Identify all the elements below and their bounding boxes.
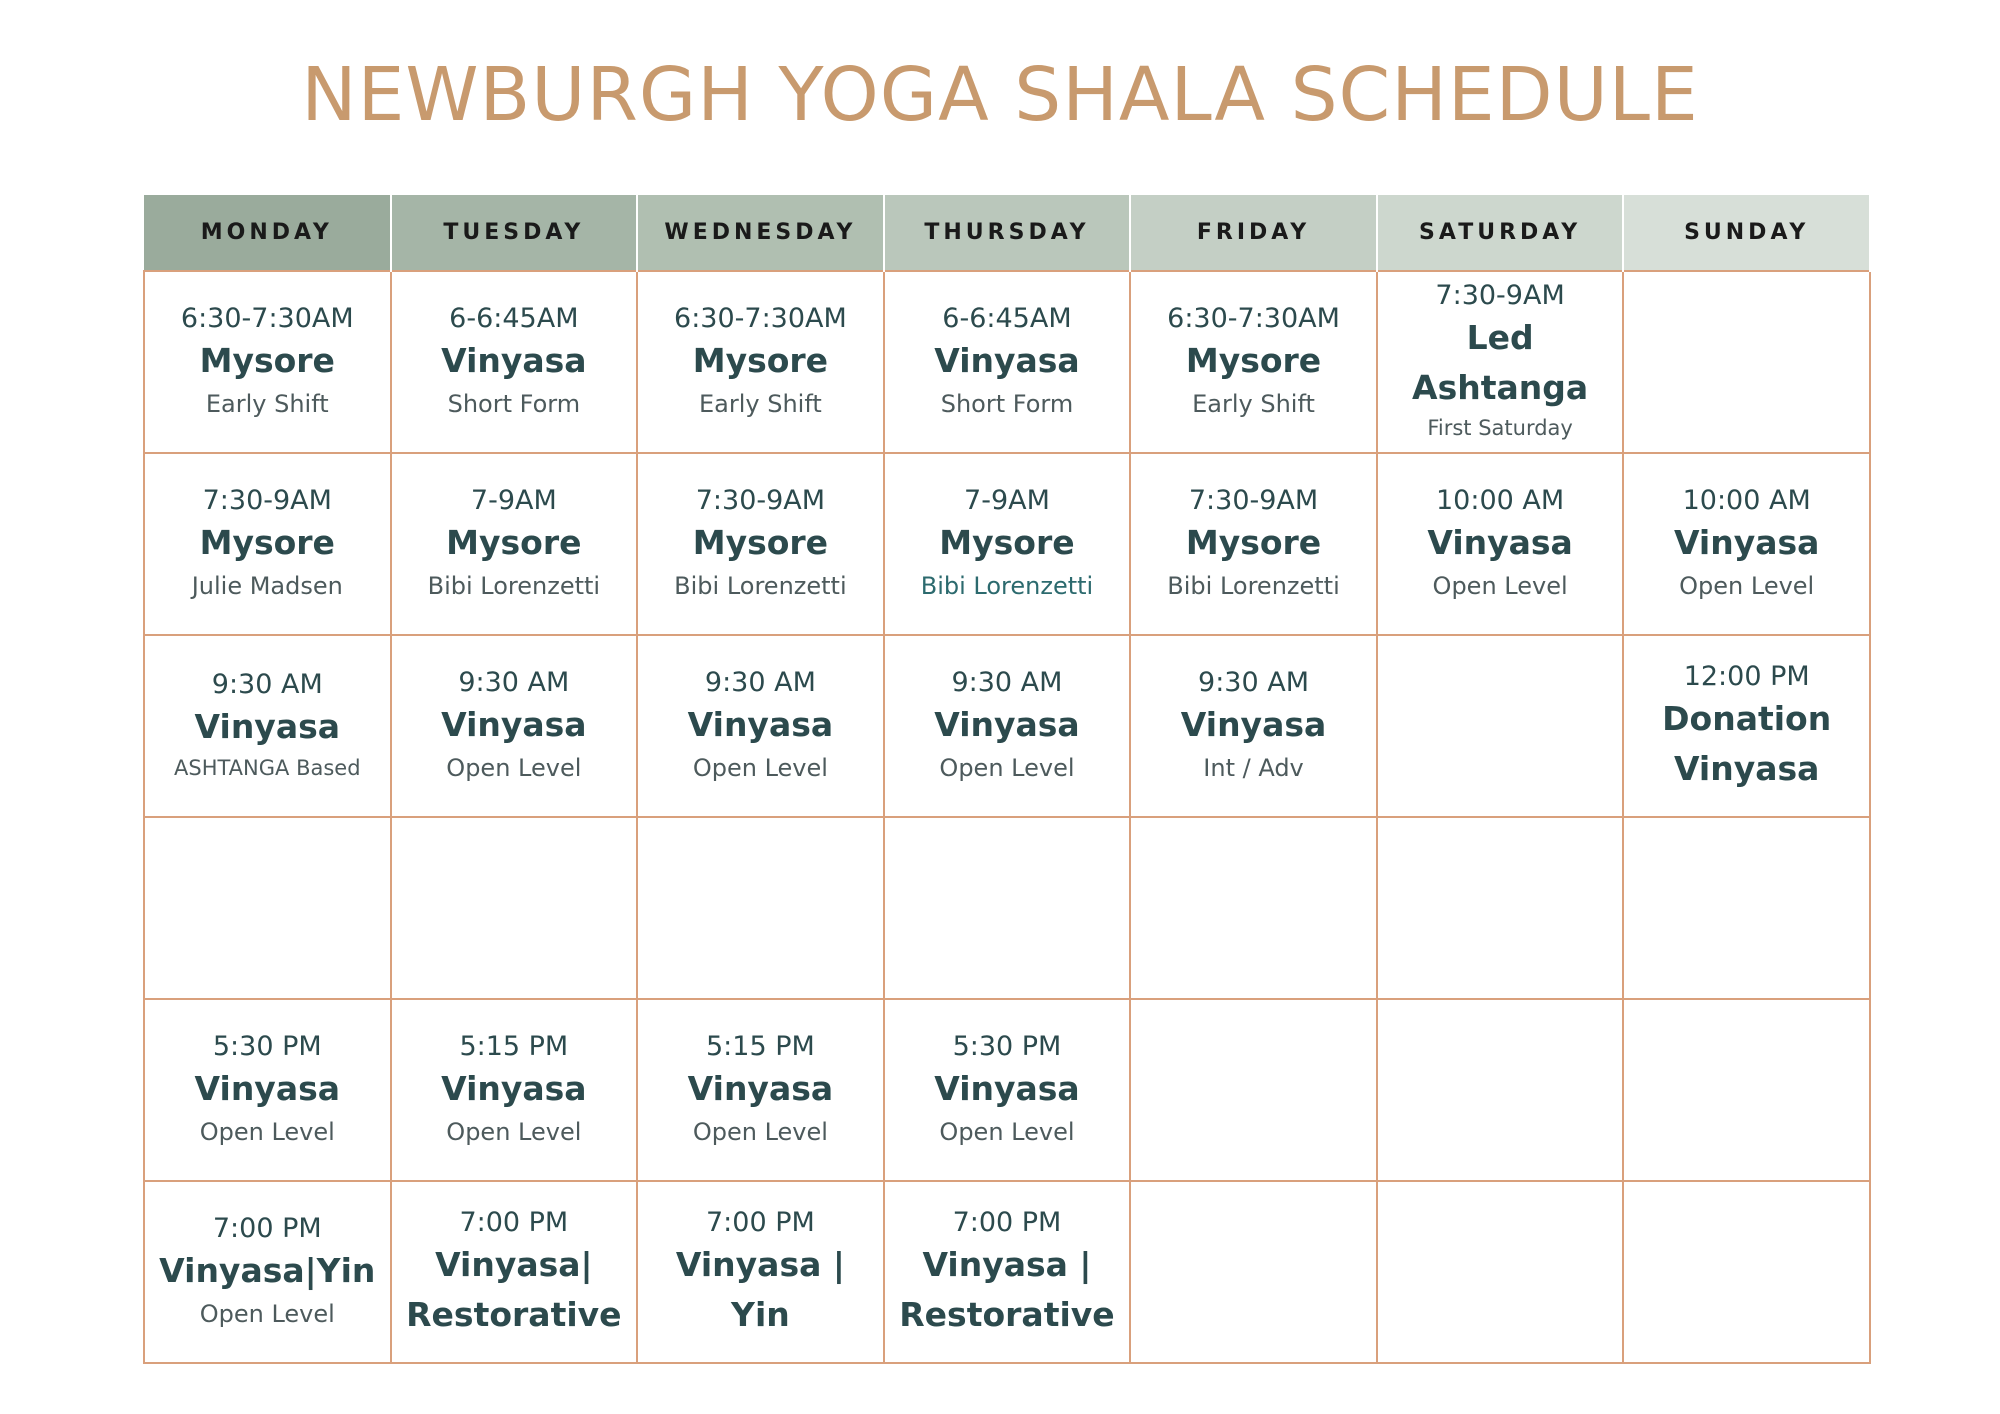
class-note: Early Shift xyxy=(699,390,822,419)
class-name: Vinyasa xyxy=(687,1068,834,1108)
day-header-saturday: SATURDAY xyxy=(1377,195,1624,271)
class-note: Bibi Lorenzetti xyxy=(920,572,1094,601)
class-name: Vinyasa | Yin xyxy=(675,1245,845,1334)
class-time: 7-9AM xyxy=(470,484,557,516)
class-slot-sunday xyxy=(1623,635,1870,817)
class-slot-saturday xyxy=(1377,817,1624,999)
class-note: Open Level xyxy=(446,754,582,783)
schedule-table xyxy=(143,195,1871,1364)
class-time: 7:30-9AM xyxy=(202,484,332,516)
class-time: 6-6:45AM xyxy=(449,302,579,334)
class-time: 9:30 AM xyxy=(458,666,570,698)
class-note: Open Level xyxy=(939,754,1075,783)
class-slot-thursday xyxy=(884,999,1131,1181)
class-name: Donation Vinyasa xyxy=(1662,699,1832,788)
class-slot-thursday xyxy=(884,817,1131,999)
class-slot-saturday xyxy=(1377,635,1624,817)
class-slot-saturday xyxy=(1377,271,1624,453)
class-note: Open Level xyxy=(199,1118,335,1147)
class-name: Vinyasa xyxy=(1427,522,1573,562)
class-time: 7:30-9AM xyxy=(695,484,826,516)
schedule-row xyxy=(144,271,1870,453)
class-slot-wednesday xyxy=(637,817,884,999)
class-note: Open Level xyxy=(446,1118,582,1147)
class-name: Led Ashtanga xyxy=(1412,318,1589,407)
class-slot-sunday xyxy=(1623,817,1870,999)
class-name: Mysore xyxy=(939,522,1075,562)
class-slot-sunday xyxy=(1623,1181,1870,1363)
class-name: Vinyasa xyxy=(441,1068,587,1108)
class-time: 12:00 PM xyxy=(1683,660,1810,692)
class-time: 6:30-7:30AM xyxy=(674,302,847,334)
class-time: 10:00 AM xyxy=(1682,484,1811,516)
class-name: Vinyasa xyxy=(194,1068,341,1108)
class-slot-monday xyxy=(144,635,391,817)
class-slot-thursday xyxy=(884,271,1131,453)
day-header-friday: FRIDAY xyxy=(1130,195,1377,271)
day-header-sunday: SUNDAY xyxy=(1623,195,1870,271)
class-time: 7:00 PM xyxy=(459,1206,569,1238)
class-slot-monday xyxy=(144,817,391,999)
class-time: 6:30-7:30AM xyxy=(180,302,354,334)
schedule-row xyxy=(144,817,1870,999)
class-slot-monday xyxy=(144,453,391,635)
class-slot-friday xyxy=(1130,271,1377,453)
class-time: 7:00 PM xyxy=(706,1206,815,1238)
class-note: Open Level xyxy=(199,1300,335,1329)
class-note: Int / Adv xyxy=(1203,754,1304,783)
class-slot-friday xyxy=(1130,635,1377,817)
class-name: Vinyasa xyxy=(441,340,587,380)
class-time: 5:15 PM xyxy=(459,1030,569,1062)
class-name: Mysore xyxy=(692,340,829,380)
class-name: Mysore xyxy=(446,522,582,562)
day-header-monday: MONDAY xyxy=(144,195,391,271)
class-slot-tuesday xyxy=(391,635,638,817)
class-note: Short Form xyxy=(447,390,581,419)
class-slot-saturday xyxy=(1377,1181,1624,1363)
class-name: Vinyasa xyxy=(934,1068,1080,1108)
schedule-row xyxy=(144,999,1870,1181)
class-note: ASHTANGA Based xyxy=(174,755,361,780)
class-slot-monday xyxy=(144,271,391,453)
class-time: 7:00 PM xyxy=(212,1212,322,1244)
class-name: Vinyasa xyxy=(194,707,341,746)
class-time: 7:30-9AM xyxy=(1188,484,1319,516)
class-name: Vinyasa xyxy=(1673,522,1820,562)
class-time: 9:30 AM xyxy=(704,666,816,698)
day-header-thursday: THURSDAY xyxy=(884,195,1131,271)
class-name: Vinyasa | Restorative xyxy=(899,1245,1115,1334)
class-slot-sunday xyxy=(1623,271,1870,453)
class-slot-friday xyxy=(1130,453,1377,635)
class-slot-monday xyxy=(144,1181,391,1363)
class-name: Mysore xyxy=(692,522,829,562)
class-time: 6-6:45AM xyxy=(942,302,1072,334)
class-time: 5:30 PM xyxy=(212,1030,322,1062)
class-time: 9:30 AM xyxy=(951,666,1063,698)
class-name: Vinyasa xyxy=(441,704,587,744)
class-slot-wednesday xyxy=(637,453,884,635)
day-header-row xyxy=(144,195,1870,271)
class-time: 7-9AM xyxy=(964,484,1050,516)
class-slot-monday xyxy=(144,999,391,1181)
class-time: 7:00 PM xyxy=(952,1206,1062,1238)
class-name: Vinyasa| Restorative xyxy=(406,1245,622,1334)
class-slot-wednesday xyxy=(637,635,884,817)
class-time: 5:15 PM xyxy=(706,1030,815,1062)
class-name: Vinyasa xyxy=(934,340,1080,380)
class-time: 6:30-7:30AM xyxy=(1167,302,1340,334)
class-slot-saturday xyxy=(1377,999,1624,1181)
schedule-body xyxy=(144,271,1870,1363)
page-title: NEWBURGH YOGA SHALA SCHEDULE xyxy=(301,52,1699,138)
class-note: Bibi Lorenzetti xyxy=(427,572,601,601)
class-name: Vinyasa xyxy=(1180,704,1327,744)
day-header-tuesday: TUESDAY xyxy=(391,195,638,271)
class-slot-friday xyxy=(1130,999,1377,1181)
class-note: Open Level xyxy=(692,754,828,783)
day-header-wednesday: WEDNESDAY xyxy=(637,195,884,271)
class-slot-tuesday xyxy=(391,817,638,999)
schedule-row xyxy=(144,1181,1870,1363)
class-time: 5:30 PM xyxy=(952,1030,1062,1062)
class-name: Mysore xyxy=(1185,522,1322,562)
class-name: Vinyasa xyxy=(687,704,834,744)
class-slot-tuesday xyxy=(391,271,638,453)
class-note: Open Level xyxy=(939,1118,1075,1147)
schedule-row xyxy=(144,453,1870,635)
class-slot-sunday xyxy=(1623,999,1870,1181)
class-note: Short Form xyxy=(940,390,1074,419)
class-time: 7:30-9AM xyxy=(1435,280,1565,312)
schedule-row xyxy=(144,635,1870,817)
class-note: Early Shift xyxy=(1192,390,1315,419)
class-slot-saturday xyxy=(1377,453,1624,635)
class-note: Early Shift xyxy=(205,390,329,419)
class-slot-tuesday xyxy=(391,453,638,635)
class-slot-thursday xyxy=(884,1181,1131,1363)
class-name: Mysore xyxy=(199,340,335,380)
class-slot-wednesday xyxy=(637,271,884,453)
class-slot-tuesday xyxy=(391,1181,638,1363)
class-name: Vinyasa xyxy=(934,704,1080,744)
class-note: Bibi Lorenzetti xyxy=(1167,572,1340,601)
class-name: Vinyasa|Yin xyxy=(159,1250,376,1290)
class-note: Julie Madsen xyxy=(191,572,343,601)
class-time: 9:30 AM xyxy=(211,668,323,700)
class-name: Mysore xyxy=(1185,340,1322,380)
class-note: Open Level xyxy=(692,1118,828,1147)
class-time: 9:30 AM xyxy=(1198,666,1310,698)
class-name: Mysore xyxy=(199,522,335,562)
class-slot-sunday xyxy=(1623,453,1870,635)
class-slot-wednesday xyxy=(637,1181,884,1363)
class-slot-thursday xyxy=(884,635,1131,817)
class-note: First Saturday xyxy=(1427,416,1573,441)
class-slot-wednesday xyxy=(637,999,884,1181)
class-note: Open Level xyxy=(1679,572,1815,601)
class-slot-friday xyxy=(1130,1181,1377,1363)
class-slot-friday xyxy=(1130,817,1377,999)
class-slot-tuesday xyxy=(391,999,638,1181)
class-slot-thursday xyxy=(884,453,1131,635)
class-note: Open Level xyxy=(1432,572,1568,601)
class-note: Bibi Lorenzetti xyxy=(674,572,847,601)
class-time: 10:00 AM xyxy=(1436,484,1565,516)
